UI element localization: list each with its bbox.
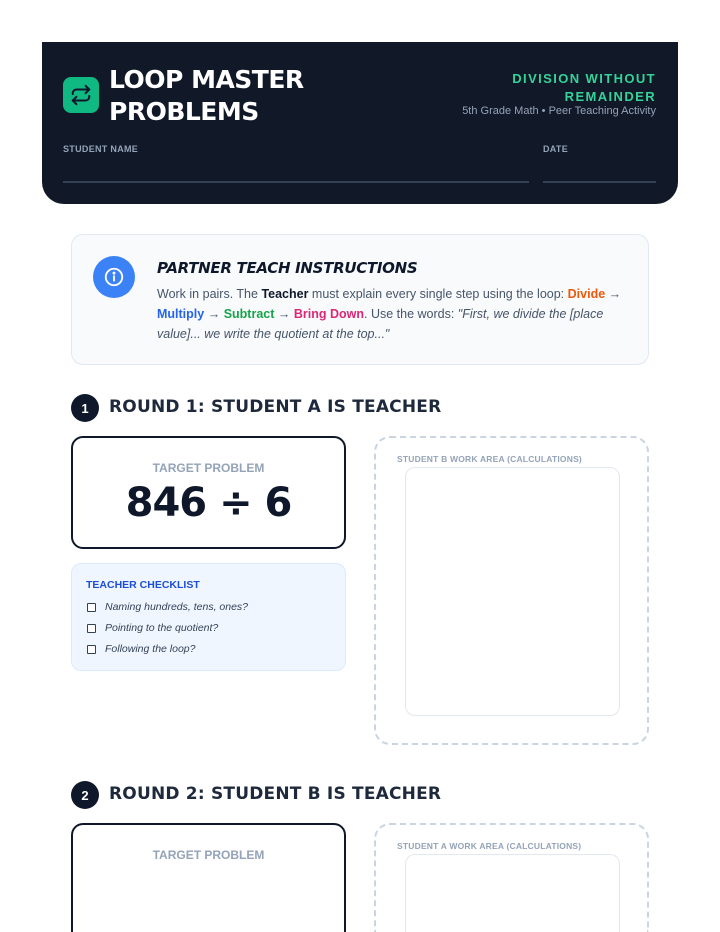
problem-label: TARGET PROBLEM xyxy=(152,848,265,862)
worksheet-header xyxy=(42,42,678,204)
round-2-work-area xyxy=(374,823,649,932)
step-divide: Divide xyxy=(567,287,606,301)
problem-label: TARGET PROBLEM xyxy=(152,461,265,475)
instructions-text: Work in pairs. The Teacher must explain every single step using the loop: Divide → Multiply → Subtract → Bring Down. Use the words: "First, we divide the [place value]... we write the quotient at the top..." xyxy=(157,287,622,341)
student-name-label: STUDENT NAME xyxy=(63,144,139,154)
work-area-box[interactable] xyxy=(405,467,620,716)
info-icon xyxy=(93,256,135,298)
checklist-item[interactable]: Pointing to the quotient? xyxy=(87,622,218,634)
student-name-field[interactable] xyxy=(63,181,529,183)
work-area-label: STUDENT B WORK AREA (CALCULATIONS) xyxy=(397,454,582,464)
checkbox[interactable] xyxy=(87,645,96,654)
round-1-work-area xyxy=(374,436,649,745)
checklist-item[interactable]: Following the loop? xyxy=(87,643,195,655)
checklist-title: TEACHER CHECKLIST xyxy=(86,579,200,591)
work-area-label: STUDENT A WORK AREA (CALCULATIONS) xyxy=(397,841,582,851)
step-bring-down: Bring Down xyxy=(293,307,364,321)
round-2-number: 2 xyxy=(71,781,99,809)
date-field[interactable] xyxy=(543,181,656,183)
repeat-icon xyxy=(63,77,99,113)
page-title: LOOP MASTER PROBLEMS xyxy=(109,65,304,126)
round-1-problem-card xyxy=(71,436,346,549)
step-multiply: Multiply xyxy=(157,307,205,321)
round-2-problem-card xyxy=(71,823,346,932)
step-subtract: Subtract xyxy=(223,307,275,321)
problem-value: 846 ÷ 6 xyxy=(125,480,292,526)
work-area-box[interactable] xyxy=(405,854,620,932)
round-1-number: 1 xyxy=(71,394,99,422)
date-label: DATE xyxy=(543,144,569,154)
checkbox[interactable] xyxy=(87,603,96,612)
instructions-card xyxy=(71,234,649,365)
instructions-title: PARTNER TEACH INSTRUCTIONS xyxy=(157,259,418,277)
round-1-title: ROUND 1: STUDENT A IS TEACHER xyxy=(109,397,442,417)
instructions-quote: "First, we divide the [place value]... we write the quotient at the top..." xyxy=(157,307,604,341)
grade-info: 5th Grade Math • Peer Teaching Activity xyxy=(462,105,656,117)
round-2-title: ROUND 2: STUDENT B IS TEACHER xyxy=(109,784,442,804)
checklist-item[interactable]: Naming hundreds, tens, ones? xyxy=(87,601,248,613)
subject-label: DIVISION WITHOUT REMAINDER xyxy=(512,71,656,104)
teacher-checklist xyxy=(71,563,346,671)
checkbox[interactable] xyxy=(87,624,96,633)
